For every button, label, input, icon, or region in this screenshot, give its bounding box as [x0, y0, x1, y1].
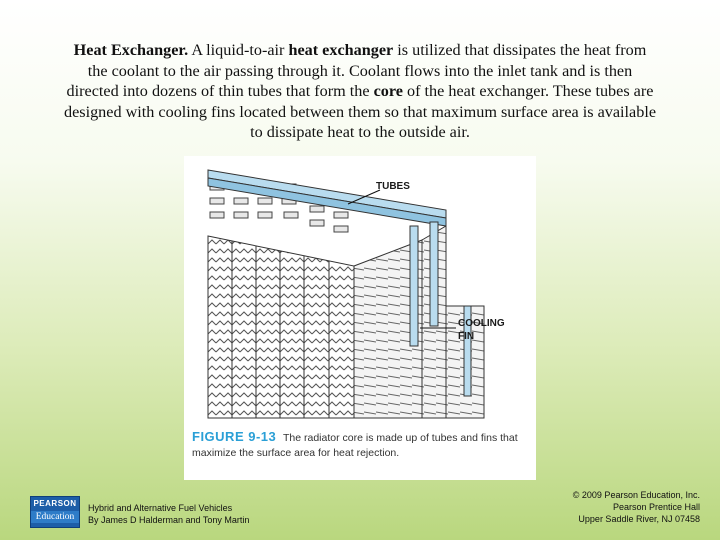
paragraph-text: A liquid-to-air [188, 41, 289, 59]
book-authors: By James D Halderman and Tony Martin [88, 515, 250, 525]
paragraph-term-core: core [373, 82, 403, 101]
tubes-callout: TUBES [376, 181, 410, 192]
logo-top-text: PEARSON [33, 499, 77, 508]
paragraph-lead: Heat Exchanger. [73, 41, 189, 59]
logo-bottom-text: Education [31, 511, 79, 523]
radiator-core-figure [184, 156, 536, 480]
copyright-line1: © 2009 Pearson Education, Inc. [572, 490, 700, 500]
figure-caption [192, 429, 532, 461]
cooling-fin-callout-line2: FIN [458, 331, 475, 342]
paragraph-text: is utilized that dissipates the heat from the coolant to the air passing through it. Coolant flows into the inlet tank and is then directed into dozens of thin tubes that form the [66, 41, 647, 101]
book-info [88, 502, 249, 526]
radiator-core-illustration [184, 156, 536, 426]
copyright-line2: Pearson Prentice Hall [612, 502, 700, 512]
cooling-fin-callout-line1: COOLING [458, 318, 505, 329]
slide-body-text [62, 40, 658, 143]
book-title: Hybrid and Alternative Fuel Vehicles [88, 503, 233, 513]
copyright-line3: Upper Saddle River, NJ 07458 [578, 514, 700, 524]
pearson-education-logo [30, 496, 80, 528]
figure-number: FIGURE 9-13 [192, 429, 277, 444]
copyright-notice [573, 489, 700, 525]
figure-caption-text: The radiator core is made up of tubes and fins that maximize the surface area for heat rejection. [192, 432, 518, 459]
cooling-fin-callout [458, 317, 505, 343]
paragraph-text: of the heat exchanger. These tubes are designed with cooling fins located between them so that maximum surface area is available to dissipate heat to the outside air. [64, 82, 656, 142]
paragraph-term-heat-exchanger: heat exchanger [288, 41, 394, 59]
